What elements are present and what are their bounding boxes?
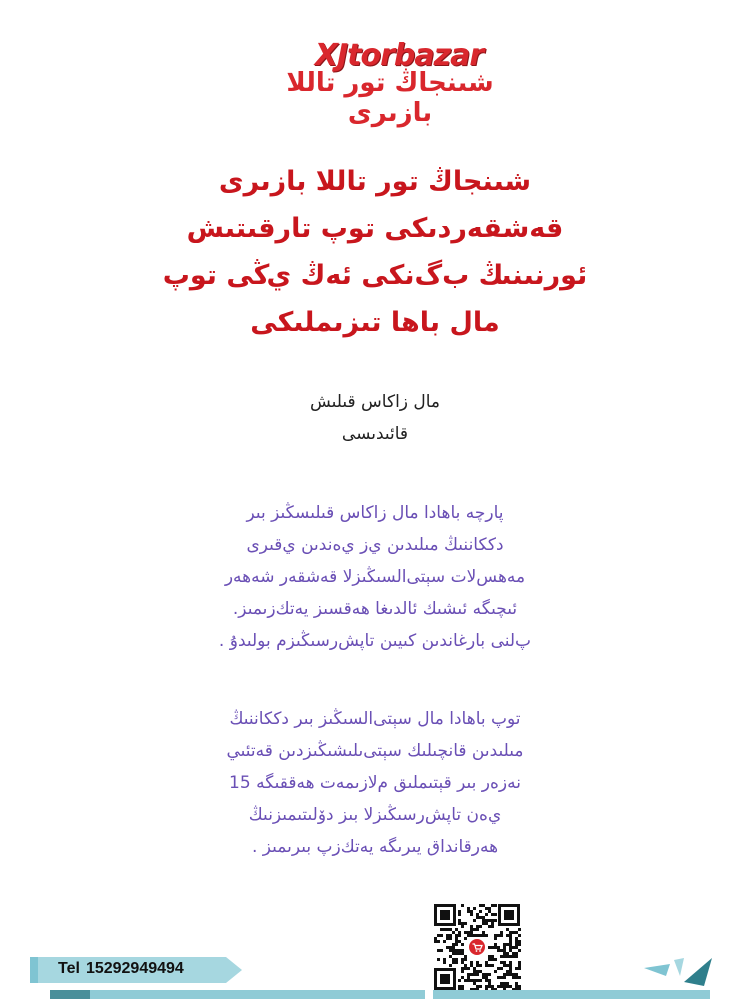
telephone-number: 15292949494	[85, 960, 184, 977]
bottom-bar	[50, 990, 710, 999]
headline-line: ئورنىنىڭ ب￼گ￼نكى ئەڭ ي￼ڭى توپ	[162, 260, 588, 291]
telephone-text	[58, 960, 190, 978]
headline-line: قەشقەردىكى توپ تارقىتىش	[186, 213, 564, 244]
paragraph-line: ھەرقانداق يىرىگە يەتك￼ز￼پ بىرىمىز .	[251, 837, 499, 857]
logo-arabic-text: شىنجاڭ تور تاللا بازىرى	[286, 68, 494, 128]
headline-line: مال باھا تىزىملىكى	[250, 307, 500, 338]
paragraph-line: توپ باھادا مال سېتى￼السىڭىز بىر د￼ككاننىڭ	[229, 709, 521, 729]
paragraph-line: ي￼ەن تاپش￼رسىڭىزلا بىز دۆلىتىمىزنىڭ	[248, 805, 502, 825]
brand-logo	[260, 38, 520, 128]
qr-code-graphic	[432, 902, 522, 992]
decorative-triangles	[640, 956, 716, 990]
paragraph-line: ئىچىگە ئىشىك ئالدىغا ھەقسىز يەتك￼زىمىز.	[232, 599, 518, 619]
paragraph-line: مىلىدىن قانچىلىك سېتى￼ىلىشىڭىزدىن قەتئىي	[226, 741, 524, 761]
paragraph-line: د￼ككاننىڭ مىلىدىن ي￼ز ي￼ەندىن ي￼قىرى	[246, 535, 504, 555]
telephone-banner	[30, 957, 242, 983]
headline	[100, 158, 650, 346]
section-title-line: مال زاكاس قىلىش	[309, 392, 441, 412]
logo-latin-text: XJtorbazar	[314, 38, 484, 73]
paragraph-line: مەھس￼لات سېتى￼السىڭىزلا قەشقەر شەھەر	[224, 567, 526, 587]
paragraph-line: پ￼لنى بارغاندىن كىيىن تاپش￼رسىڭىزم￼ بولىدۇ￼ .	[218, 631, 532, 651]
section-title-line: قائىدىسى	[341, 424, 409, 444]
qr-code	[432, 902, 522, 992]
headline-line: شىنجاڭ تور تاللا بازىرى	[218, 166, 532, 197]
cart-icon	[469, 939, 485, 955]
retail-order-paragraph	[130, 497, 620, 657]
paragraph-line: نەزەر بىر قېتىملىق م￼لازىمەت ھەققىگە 15	[229, 773, 521, 793]
section-title	[225, 386, 525, 450]
telephone-label: Tel	[58, 960, 80, 977]
paragraph-line: پارچە باھادا مال زاكاس قىلىسڭىز بىر	[246, 503, 504, 523]
wholesale-order-paragraph	[130, 703, 620, 863]
